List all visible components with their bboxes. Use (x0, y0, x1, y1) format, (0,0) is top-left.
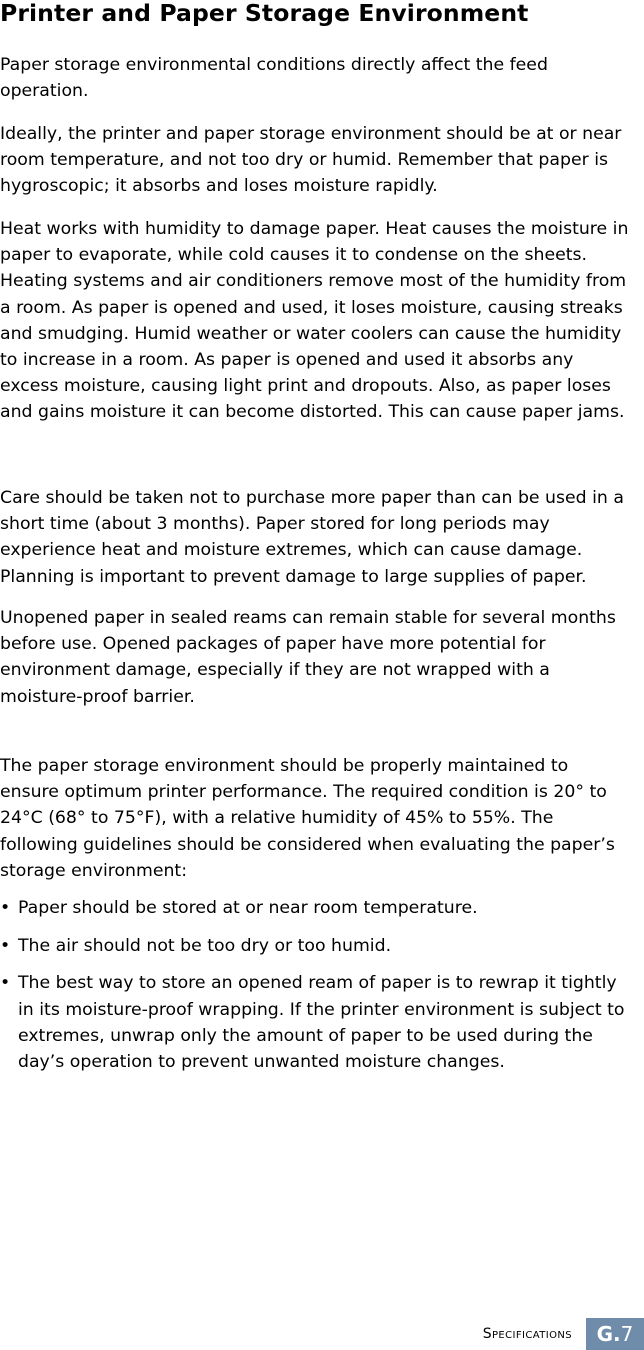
guidelines-list (0, 895, 632, 1087)
section-label: Specifications (482, 1326, 572, 1342)
paragraph-feed-operation: Paper storage environmental conditions directly affect the feed operation. (0, 55, 548, 102)
bullet-icon: • (0, 973, 11, 994)
page-title: Printer and Paper Storage Environment (0, 0, 529, 27)
paragraph-heat-humidity: Heat works with humidity to damage paper. Heat causes the moisture in paper to evaporate, while cold causes it to condense on the sheets. Heating systems and air conditioners remove most of the humidity from a room. As paper is opened and used, it loses moisture, causing streaks and smudging. Humid weather or water coolers can cause the humidity to increase in a room. As paper is opened and used it absorbs any excess moisture, causing light print and dropouts. Also, as paper loses and gains moisture it can become distorted. This can cause paper jams. (0, 219, 629, 423)
list-item (0, 970, 632, 1075)
page-footer (483, 1318, 644, 1350)
list-item-text: The air should not be too dry or too humid. (18, 935, 392, 956)
list-item-text: The best way to store an opened ream of paper is to rewrap it tightly in its moisture-proof wrapping. If the printer environment is subject to extremes, unwrap only the amount of paper to be used during the day’s operation to prevent unwanted moisture changes. (18, 973, 625, 1073)
list-item-text: Paper should be stored at or near room temperature. (18, 898, 478, 918)
page-prefix: G. (596, 1322, 621, 1346)
paragraph-ideal-environment: Ideally, the printer and paper storage environment should be at or near room temperature, and not too dry or humid. Remember that paper is hygroscopic; it absorbs and loses moisture rapidly. (0, 124, 622, 197)
paragraph-storage-conditions: The paper storage environment should be properly maintained to ensure optimum printer performance. The required condition is 20° to 24°C (68° to 75°F), with a relative humidity of 45% to 55%. The following guidelines should be considered when evaluating the paper’s storage environment: (0, 756, 615, 881)
page-number-badge (586, 1318, 644, 1350)
list-item (0, 895, 632, 921)
bullet-icon: • (0, 935, 11, 956)
page-number: 7 (620, 1322, 634, 1346)
paragraph-purchase-planning: Care should be taken not to purchase more paper than can be used in a short time (about 3 months). Paper stored for long periods may experience heat and moisture extremes, which can cause damage. Planning is important to prevent damage to large supplies of paper. (0, 488, 624, 587)
list-item (0, 933, 632, 959)
bullet-icon: • (0, 898, 11, 918)
paragraph-unopened-paper: Unopened paper in sealed reams can remain stable for several months before use. Opened packages of paper have more potential for environment damage, especially if they are not wrapped with a moisture-proof barrier. (0, 608, 616, 707)
